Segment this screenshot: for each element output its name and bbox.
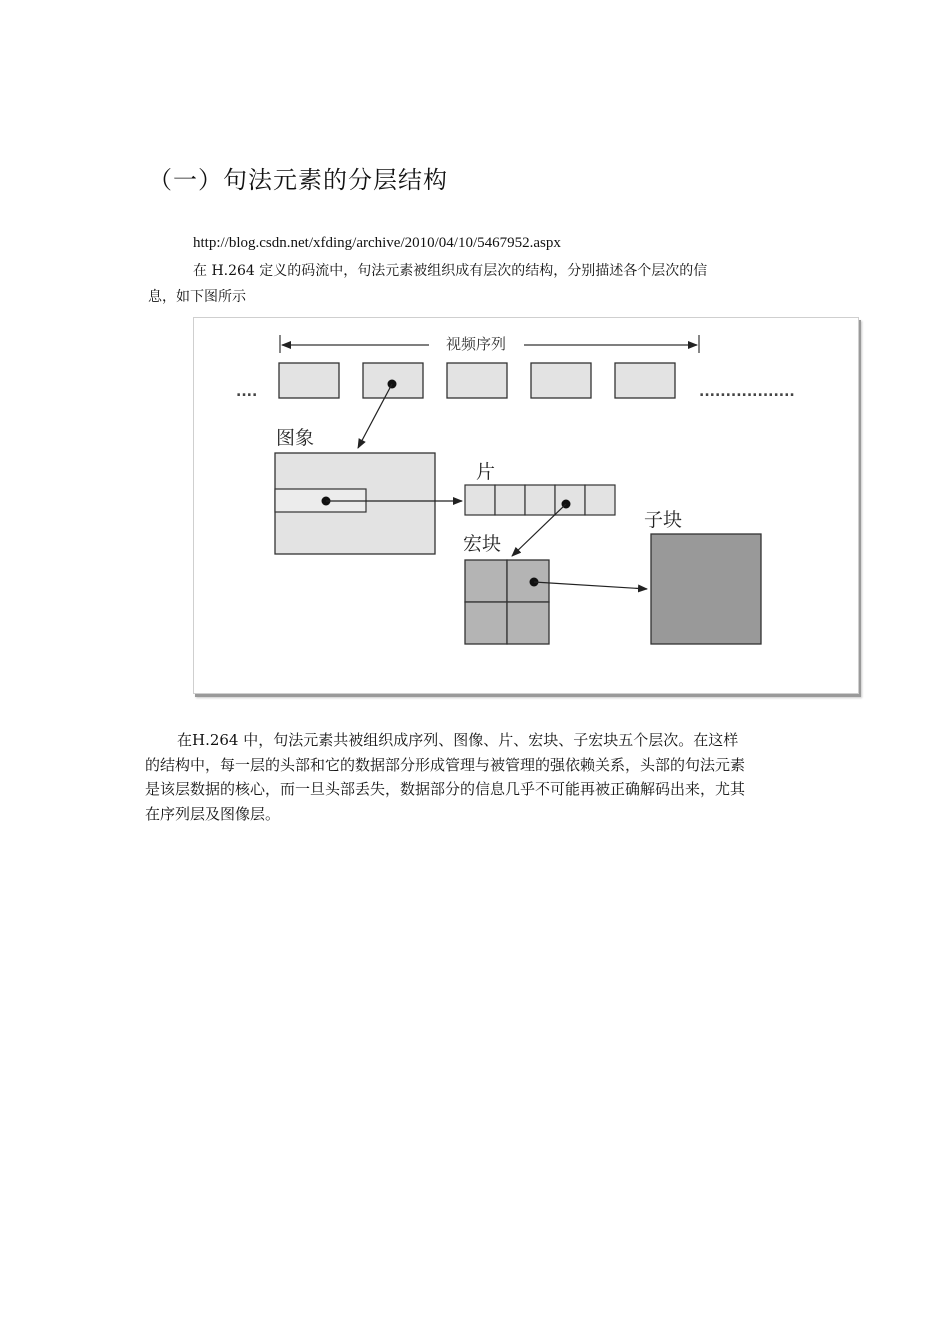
sequence-span (280, 335, 699, 353)
frame-1 (279, 363, 339, 398)
slice-row (465, 485, 615, 515)
body-line-2: 的结构中，每一层的头部和它的数据部分形成管理与被管理的强依赖关系，头部的句法元素 (145, 755, 746, 774)
intro-line-2: 息，如下图所示 (148, 289, 246, 305)
body-line-1: 在H.264 中，句法元素共被组织成序列、图像、片、宏块、子宏块五个层次。在这样 (177, 731, 739, 749)
hierarchy-diagram (193, 317, 859, 694)
body-line-3: 是该层数据的核心，而一旦头部丢失，数据部分的信息几乎不可能再被正确解码出来，尤其 (145, 780, 746, 798)
intro-line-1: 在 H.264 定义的码流中，句法元素被组织成有层次的结构，分别描述各个层次的信 (193, 263, 708, 279)
macroblock-grid (465, 560, 549, 644)
frame-3 (447, 363, 507, 398)
sequence-label: 视频序列 (445, 335, 507, 353)
subblock-box (651, 534, 761, 644)
body-line-4: 在序列层及图像层。 (145, 804, 281, 823)
subblock-label: 子块 (644, 509, 683, 531)
slice-label: 片 (476, 461, 496, 483)
picture-label: 图象 (276, 427, 315, 449)
body-paragraph (145, 728, 810, 826)
intro-paragraph (148, 258, 810, 310)
frame-5 (615, 363, 675, 398)
macroblock-label: 宏块 (463, 533, 502, 555)
ellipsis-left: .... (236, 384, 258, 400)
section-heading: （一）句法元素的分层结构 (148, 166, 448, 194)
ellipsis-right: .................. (699, 384, 795, 400)
sequence-frames (279, 363, 675, 398)
source-url[interactable]: http://blog.csdn.net/xfding/archive/2010/04/10/5467952.aspx (193, 235, 561, 251)
frame-4 (531, 363, 591, 398)
